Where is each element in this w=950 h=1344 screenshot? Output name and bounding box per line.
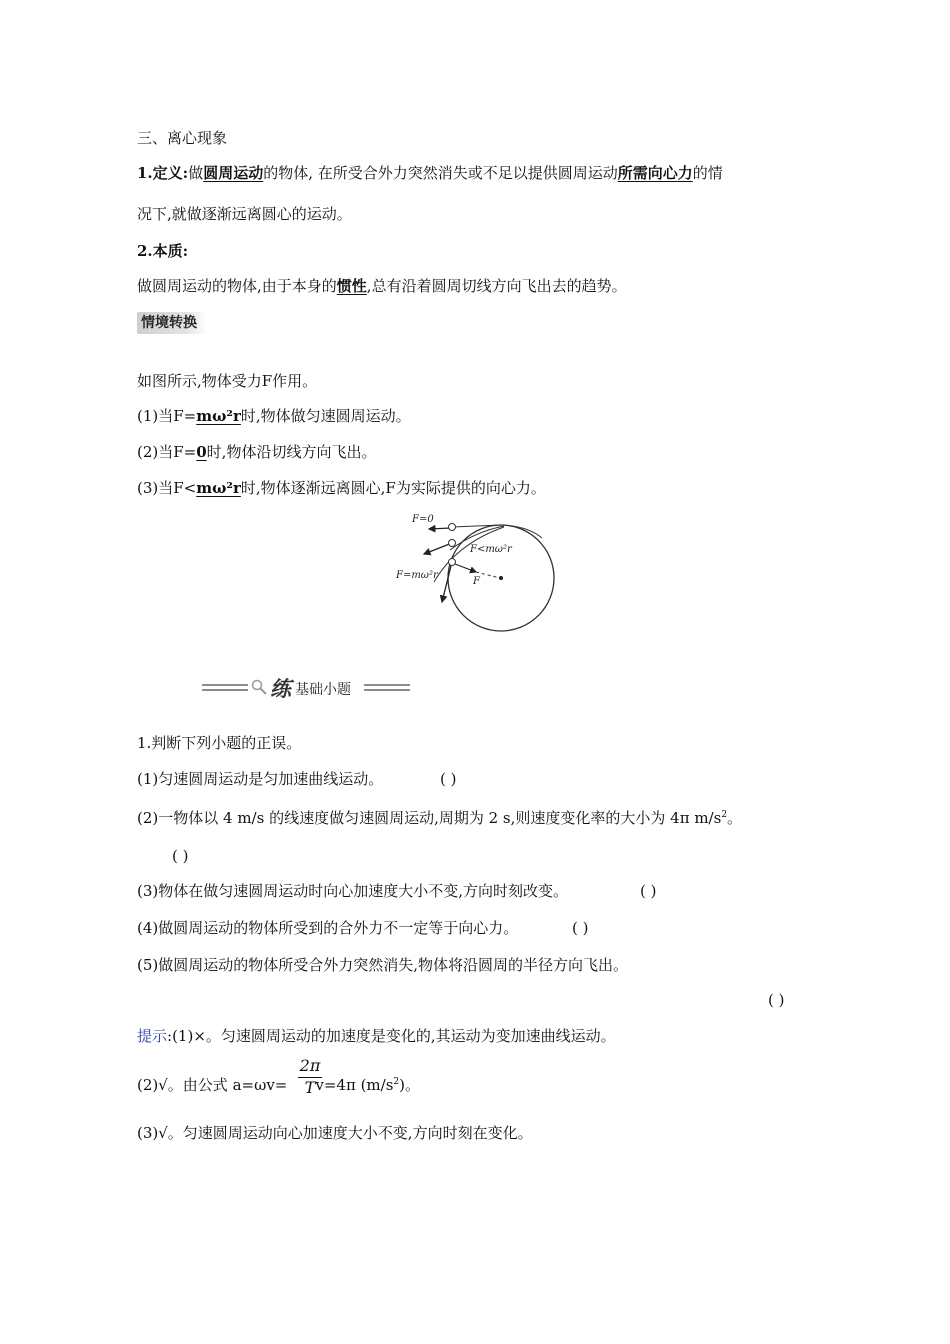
fraction-denominator: T — [304, 1078, 316, 1097]
case-text: (3)当F< — [137, 479, 197, 497]
definition-text: 的物体, 在所受合外力突然消失或不足以提供圆周运动 — [263, 164, 618, 182]
banner-text: 基础小题 — [295, 682, 351, 698]
case-underline: 0 — [196, 443, 207, 461]
case-text: (1)当F= — [137, 407, 197, 425]
hint-3: (3)√。匀速圆周运动向心加速度大小不变,方向时刻在变化。 — [137, 1124, 533, 1142]
answer-paren-1: ( ) — [440, 770, 457, 788]
question-2 — [137, 805, 742, 828]
ball-1 — [449, 524, 456, 531]
scene-case-3 — [137, 478, 546, 498]
answer-paren-3: ( ) — [640, 882, 657, 900]
hint-2-pre: (2)√。由公式 a=ωv= — [137, 1076, 288, 1094]
question-4: (4)做圆周运动的物体所受到的合外力不一定等于向心力。 — [137, 919, 519, 937]
scene-tag: 情境转换 — [137, 312, 207, 334]
scene-case-2 — [137, 442, 376, 462]
case-text: 时,物体做匀速圆周运动。 — [240, 407, 411, 425]
force-f-arrow — [455, 564, 476, 572]
hint-label: 提示 — [137, 1027, 168, 1045]
hint-2-fraction — [297, 1057, 323, 1098]
essence-text — [137, 276, 627, 296]
definition-text: 做 — [188, 164, 204, 182]
definition-line-1 — [137, 163, 723, 183]
center-dot — [499, 576, 503, 580]
fraction-numerator: 2π — [299, 1056, 321, 1075]
question-5: (5)做圆周运动的物体所受合外力突然消失,物体将沿圆周的半径方向飞出。 — [137, 956, 629, 974]
arrow-f0 — [429, 528, 451, 529]
hint-2-sup: 2 — [393, 1077, 400, 1087]
ball-2 — [449, 540, 456, 547]
definition-underline-2: 所需向心力 — [617, 164, 693, 182]
answer-paren-4: ( ) — [572, 919, 589, 937]
question-2-text: (2)一物体以 4 m/s 的线速度做匀速圆周运动,周期为 2 s,则速度变化率的大小为 4π m/s — [137, 809, 722, 827]
ball-3 — [449, 559, 456, 566]
banner-char: 练 — [270, 676, 291, 701]
label-fless: F<mω²r — [470, 544, 512, 555]
tangent-line — [452, 525, 542, 538]
label-f: F — [473, 576, 480, 587]
label-feq: F=mω²r — [396, 570, 438, 581]
essence-underline: 惯性 — [336, 277, 367, 295]
essence-text-part: ,总有沿着圆周切线方向飞出去的趋势。 — [366, 277, 627, 295]
definition-line-2: 况下,就做逐渐远离圆心的运动。 — [137, 205, 352, 223]
scene-intro: 如图所示,物体受力F作用。 — [137, 372, 318, 390]
definition-text: 的情 — [692, 164, 723, 182]
question-2-end: 。 — [727, 809, 743, 827]
question-2-sup: 2 — [721, 810, 728, 820]
question-1: (1)匀速圆周运动是匀加速曲线运动。 — [137, 770, 384, 788]
hint-1 — [137, 1026, 616, 1046]
section-title: 三、离心现象 — [137, 129, 228, 147]
definition-label: 1.定义: — [137, 164, 189, 182]
case-underline: mω²r — [196, 407, 241, 425]
essence-label: 2.本质: — [137, 242, 189, 260]
definition-underline-1: 圆周运动 — [203, 164, 264, 182]
hint-2 — [137, 1072, 420, 1095]
practice-banner — [200, 676, 412, 700]
case-underline: mω²r — [196, 479, 241, 497]
centrifugal-figure — [394, 510, 564, 635]
arrow-fless — [424, 543, 452, 554]
case-text: 时,物体沿切线方向飞出。 — [206, 443, 377, 461]
question-3: (3)物体在做匀速圆周运动时向心加速度大小不变,方向时刻改变。 — [137, 882, 569, 900]
answer-paren-2: ( ) — [172, 847, 189, 865]
scene-case-1 — [137, 406, 411, 426]
question-title: 1.判断下列小题的正误。 — [137, 734, 302, 752]
hint-2-post: v=4π (m/s — [315, 1076, 394, 1094]
label-f0: F=0 — [412, 514, 434, 525]
hint-2-end: )。 — [399, 1076, 420, 1094]
essence-text-part: 做圆周运动的物体,由于本身的 — [137, 277, 337, 295]
case-text: 时,物体逐渐远离圆心,F为实际提供的向心力。 — [240, 479, 546, 497]
hint-1-text: :(1)×。匀速圆周运动的加速度是变化的,其运动为变加速曲线运动。 — [167, 1027, 616, 1045]
answer-paren-5: ( ) — [768, 991, 785, 1009]
case-text: (2)当F= — [137, 443, 197, 461]
